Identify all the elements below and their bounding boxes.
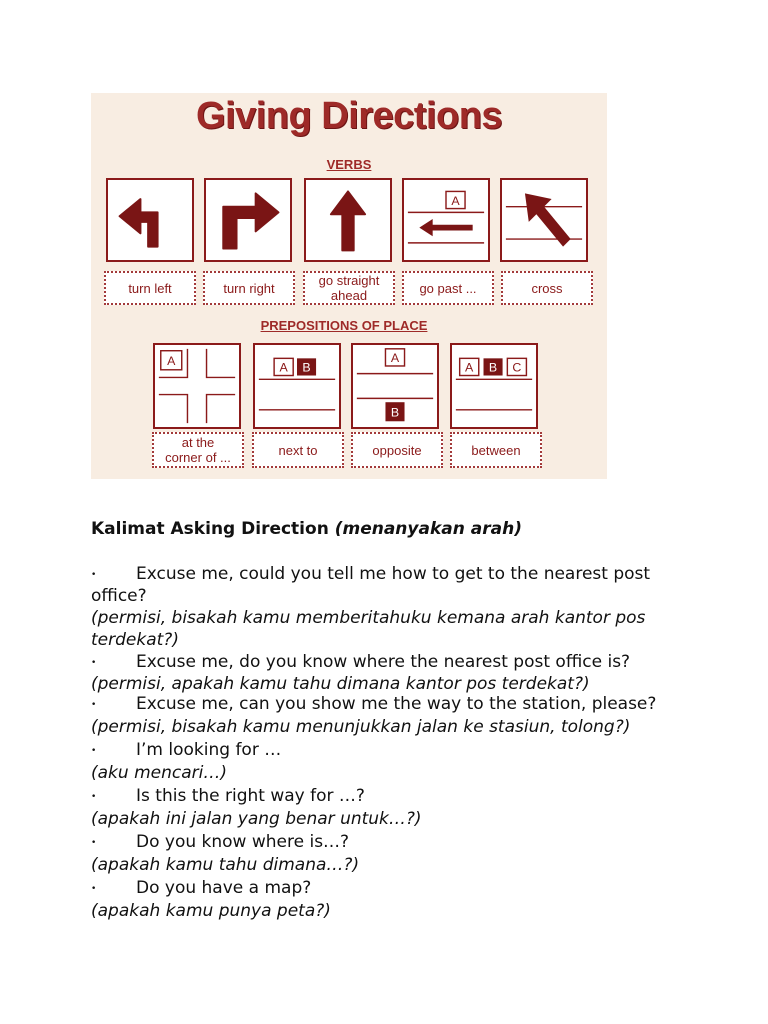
bullet: • xyxy=(91,570,97,580)
svg-text:B: B xyxy=(488,360,498,375)
english-sentence: Excuse me, do you know where the nearest post office is? xyxy=(136,652,631,672)
list-item xyxy=(91,877,681,922)
indonesian-translation: (apakah kamu tahu dimana…?) xyxy=(91,855,360,875)
english-sentence: Do you have a map? xyxy=(136,878,312,898)
list-item xyxy=(91,785,681,830)
bullet: • xyxy=(91,838,97,848)
english-sentence: Do you know where is…? xyxy=(136,832,350,852)
indonesian-translation: (permisi, bisakah kamu memberitahuku kemana arah kantor pos terdekat?) xyxy=(91,608,646,650)
svg-text:A: A xyxy=(167,354,176,369)
next-to-icon xyxy=(253,343,341,429)
svg-text:B: B xyxy=(302,360,311,375)
opposite-icon xyxy=(351,343,439,429)
verb-label-turn-right: turn right xyxy=(203,271,295,305)
english-sentence: Excuse me, can you show me the way to the station, please? xyxy=(136,694,657,714)
indonesian-translation: (apakah ini jalan yang benar untuk…?) xyxy=(91,809,422,829)
corner-of-icon xyxy=(153,343,241,429)
indonesian-translation: (aku mencari…) xyxy=(91,763,227,783)
svg-text:A: A xyxy=(279,360,288,375)
verb-label-turn-left: turn left xyxy=(104,271,196,305)
section-heading-translation: (menanyakan arah) xyxy=(334,519,522,539)
prep-label-between: between xyxy=(450,432,542,468)
verb-label-cross: cross xyxy=(501,271,593,305)
svg-text:A: A xyxy=(465,360,474,375)
indonesian-translation: (permisi, bisakah kamu menunjukkan jalan ke stasiun, tolong?) xyxy=(91,717,631,737)
prep-label-opposite: opposite xyxy=(351,432,443,468)
straight-arrow-icon xyxy=(304,178,392,262)
prep-label-corner: at the corner of ... xyxy=(152,432,244,468)
svg-text:C: C xyxy=(512,360,522,375)
bullet: • xyxy=(91,700,97,710)
svg-text:B: B xyxy=(390,405,400,420)
list-item xyxy=(91,563,681,651)
go-past-box-letter: A xyxy=(451,193,460,208)
bullet: • xyxy=(91,792,97,802)
english-sentence: I’m looking for … xyxy=(136,740,282,760)
verb-label-go-past: go past ... xyxy=(402,271,494,305)
svg-text:A: A xyxy=(390,351,400,366)
section-heading-main: Kalimat Asking Direction xyxy=(91,519,329,539)
bullet: • xyxy=(91,658,97,668)
verb-label-go-straight: go straight ahead xyxy=(303,271,395,305)
cross-arrow-icon xyxy=(500,178,588,262)
turn-left-arrow-icon xyxy=(106,178,194,262)
indonesian-translation: (permisi, apakah kamu tahu dimana kantor pos terdekat?) xyxy=(91,674,590,694)
list-item xyxy=(91,693,681,738)
bullet: • xyxy=(91,746,97,756)
between-icon xyxy=(450,343,538,429)
giving-directions-infographic xyxy=(91,93,607,479)
indonesian-translation: (apakah kamu punya peta?) xyxy=(91,901,331,921)
section-heading xyxy=(91,519,522,539)
english-sentence: Excuse me, could you tell me how to get to the nearest post office? xyxy=(91,564,651,606)
verbs-heading: VERBS xyxy=(326,157,372,172)
bullet: • xyxy=(91,884,97,894)
list-item xyxy=(91,651,681,695)
turn-right-arrow-icon xyxy=(204,178,292,262)
list-item xyxy=(91,831,681,876)
list-item xyxy=(91,739,681,784)
infographic-title: Giving Directions xyxy=(195,95,503,137)
go-past-icon xyxy=(402,178,490,262)
prep-label-next-to: next to xyxy=(252,432,344,468)
english-sentence: Is this the right way for …? xyxy=(136,786,365,806)
prepositions-heading: PREPOSITIONS OF PLACE xyxy=(260,318,428,333)
